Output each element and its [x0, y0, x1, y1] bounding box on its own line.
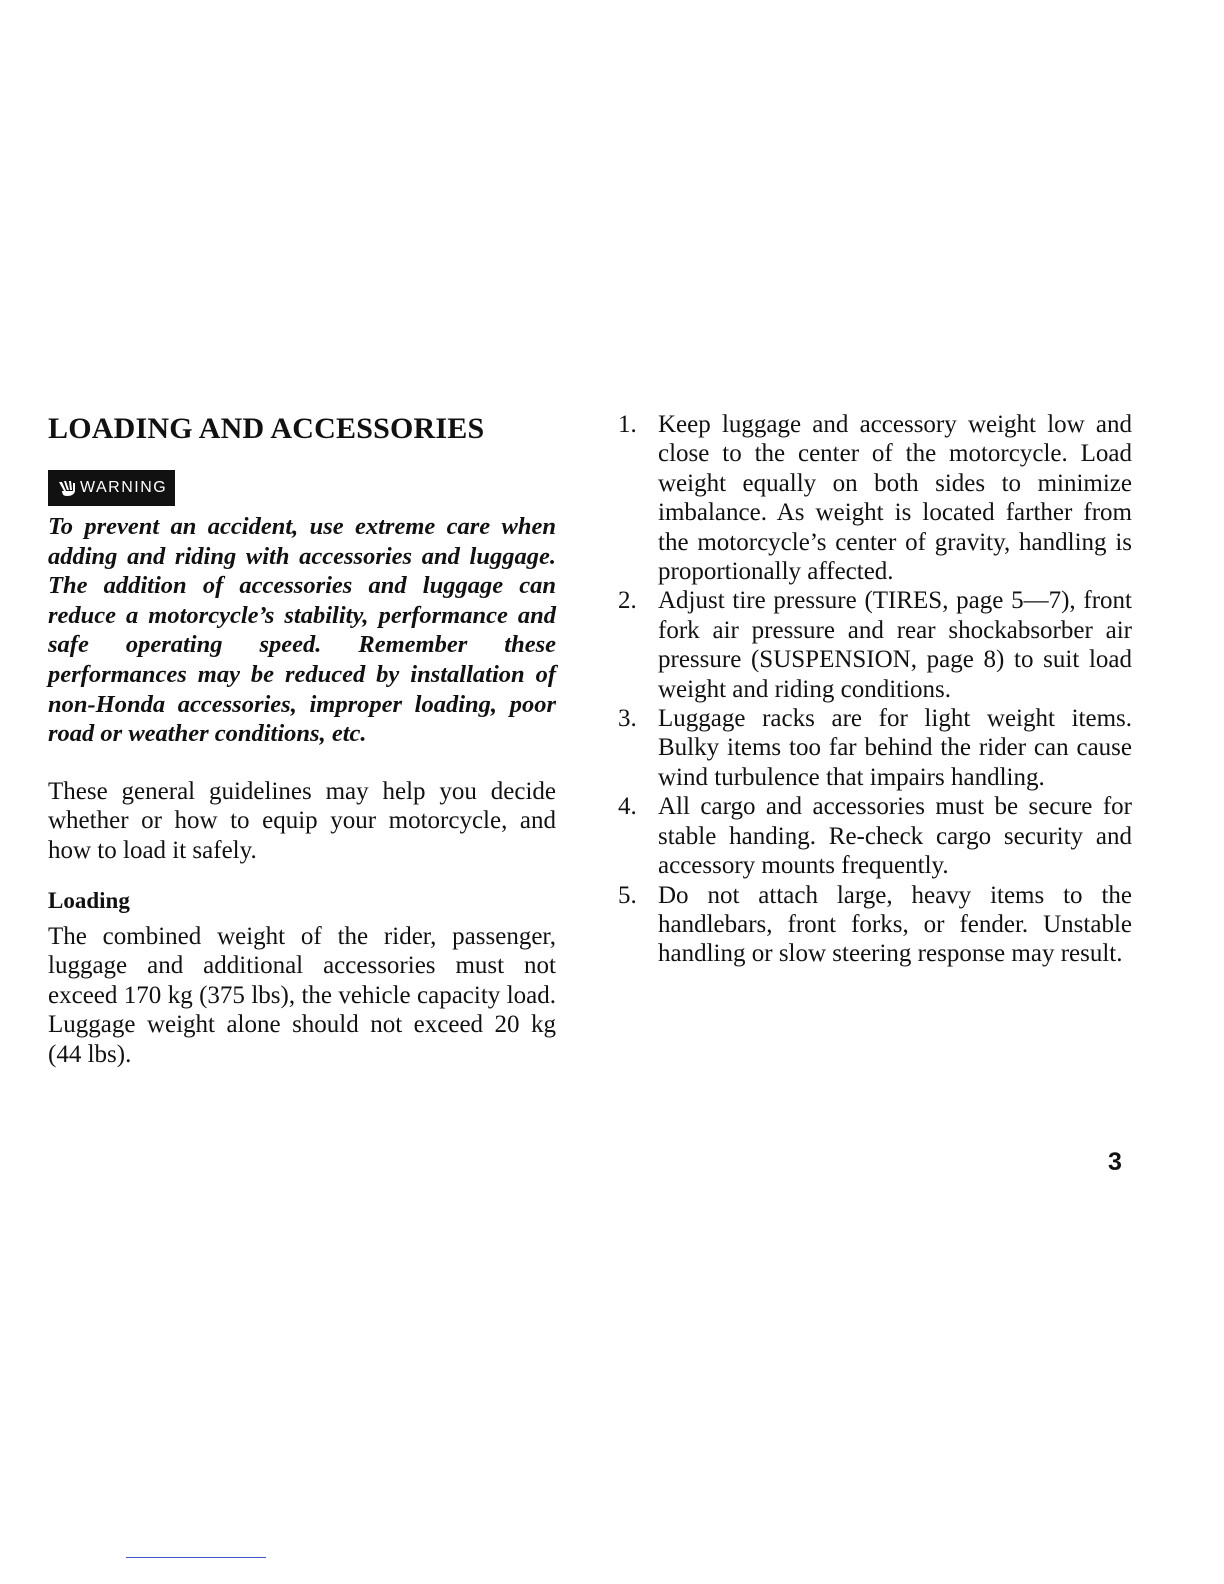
list-item-number: 1.	[618, 411, 637, 438]
page-number: 3	[1108, 1148, 1122, 1176]
list-item-number: 5.	[618, 881, 637, 909]
loading-heading: Loading	[48, 887, 130, 913]
list-item	[618, 792, 1132, 880]
list-item-number: 4.	[618, 793, 637, 821]
list-item-number: 2.	[618, 587, 637, 615]
warning-badge	[48, 470, 175, 506]
list-item	[618, 881, 1132, 969]
list-item-text: Keep luggage and accessory weight low and close to the center of the motorcycle. Load weight equally on both sides to minimize imbalance. As weight is located farther from the motorcycle’s center of gravity, handling is proportionally affected.	[658, 411, 1132, 586]
intro-paragraph: These general guidelines may help you decide whether or how to equip your motorcycle, and how to load it safely.	[48, 777, 556, 864]
list-item-text: Do not attach large, heavy items to the handlebars, front forks, or fender. Unstable handling or slow steering response may result.	[658, 881, 1132, 968]
list-item	[618, 410, 1132, 586]
left-column	[48, 410, 556, 1070]
list-item	[618, 586, 1132, 704]
section-title: LOADING AND ACCESSORIES	[48, 412, 485, 445]
warning-text: To prevent an accident, use extreme care when adding and riding with accessories and luggage. The addition of accessories and luggage can reduce a motorcycle’s stability, performance and safe operating speed. Remember these performances may be reduced by installation of non-Honda accessories, improper loading, poor road or weather conditions, etc.	[48, 513, 556, 748]
list-item-number: 3.	[618, 705, 637, 733]
right-column	[618, 410, 1132, 969]
warning-label: WARNING	[80, 479, 168, 496]
list-item-text: Adjust tire pressure (TIRES, page 5—7), front fork air pressure and rear shockabsorber air pressure (SUSPENSION, page 8) to suit load weight and riding conditions.	[658, 587, 1132, 703]
list-item	[618, 704, 1132, 792]
footer-rule	[126, 1557, 266, 1558]
warning-hand-icon	[56, 478, 78, 498]
list-item-text: All cargo and accessories must be secure for stable handing. Re-check cargo security and accessory mounts frequently.	[658, 793, 1132, 880]
loading-paragraph: The combined weight of the rider, passenger, luggage and additional accessories must not exceed 170 kg (375 lbs), the vehicle capacity load. Luggage weight alone should not exceed 20 kg (44 lbs).	[48, 922, 556, 1068]
guidelines-list	[618, 410, 1132, 969]
list-item-text: Luggage racks are for light weight items. Bulky items too far behind the rider can cause wind turbulence that impairs handling.	[658, 705, 1132, 791]
